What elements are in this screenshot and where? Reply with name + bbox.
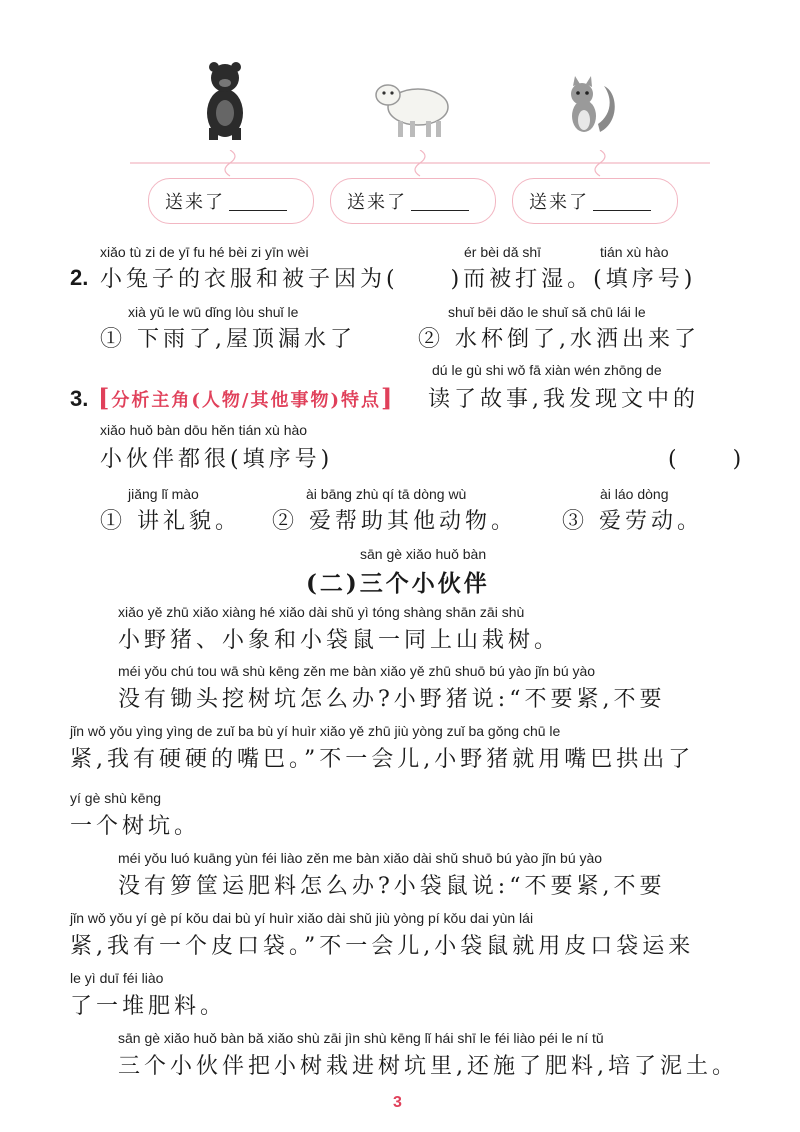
pill-label: 送来了 [529, 192, 589, 213]
answer-blank[interactable] [229, 192, 287, 211]
sheep-answer-pill [330, 178, 496, 224]
story-line-5-pinyin: méi yǒu luó kuāng yùn féi liào zěn me bàn xiǎo dài shǔ shuō bú yào jǐn bú yào [118, 850, 603, 866]
q2-option-2-pinyin: shuǐ bēi dǎo le shuǐ sǎ chū lái le [448, 304, 646, 320]
q3-answer-paren[interactable]: ( ) [668, 447, 746, 472]
q2-pinyin-b: ér bèi dǎ shī [464, 244, 542, 260]
story-line-3-pinyin: jǐn wǒ yǒu yìng yìng de zuǐ ba bù yí huìr xiǎo yě zhū jiù yòng zuǐ ba gǒng chū le [70, 723, 561, 739]
q2-pinyin-c: tián xù hào [600, 244, 669, 260]
q3-text-b: 小伙伴都很(填序号) [100, 447, 334, 472]
q3-text-a: 读了故事,我发现文中的 [428, 387, 699, 412]
pill-label: 送来了 [165, 192, 225, 213]
q3-option-3-pinyin: ài láo dòng [600, 486, 669, 502]
story-line-8-pinyin: sān gè xiǎo huǒ bàn bǎ xiǎo shù zāi jìn shù kēng lǐ hái shī le féi liào péi le ní tǔ [118, 1030, 604, 1046]
squirrel-picture [560, 72, 620, 142]
q3-pinyin-a: dú le gù shi wǒ fā xiàn wén zhōng de [432, 362, 662, 378]
q2-number: 2. [70, 265, 89, 290]
q3-option-2: ② 爱帮助其他动物。 [272, 509, 517, 534]
story-line-7: 了一堆肥料。 [70, 994, 227, 1019]
sheep-picture [370, 75, 454, 141]
q2-option-1-pinyin: xià yǔ le wū dǐng lòu shuǐ le [128, 304, 299, 320]
story-line-7-pinyin: le yì duī féi liào [70, 970, 164, 986]
pill-label: 送来了 [347, 192, 407, 213]
story-line-2: 没有锄头挖树坑怎么办?小野猪说:“不要紧,不要 [118, 687, 666, 712]
story-line-6: 紧,我有一个皮口袋。”不一会儿,小袋鼠就用皮口袋运来 [70, 934, 695, 959]
story-line-2-pinyin: méi yǒu chú tou wā shù kēng zěn me bàn xiǎo yě zhū shuō bú yào jǐn bú yào [118, 663, 596, 679]
story-line-4-pinyin: yí gè shù kēng [70, 790, 162, 806]
q3-skill-tag: [分析主角(人物/其他事物)特点] [98, 383, 395, 412]
story-line-4: 一个树坑。 [70, 814, 201, 839]
q2-text: 小兔子的衣服和被子因为( )而被打湿。(填序号) [100, 267, 697, 292]
story-line-1-pinyin: xiǎo yě zhū xiǎo xiàng hé xiǎo dài shǔ yì tóng shàng shān zāi shù [118, 604, 525, 620]
story-line-8: 三个小伙伴把小树栽进树坑里,还施了肥料,培了泥土。 [118, 1054, 738, 1079]
bear-picture [195, 58, 255, 140]
bear-answer-pill [148, 178, 314, 224]
story-line-6-pinyin: jǐn wǒ yǒu yí gè pí kǒu dai bù yí huìr xiǎo dài shǔ jiù yòng pí kǒu dai yùn lái [70, 910, 534, 926]
q3-option-2-pinyin: ài bāng zhù qí tā dòng wù [306, 486, 467, 502]
q3-option-1-pinyin: jiǎng lǐ mào [128, 486, 199, 502]
answer-blank[interactable] [593, 192, 651, 211]
page-number: 3 [393, 1094, 402, 1111]
q3-option-1: ① 讲礼貌。 [100, 509, 241, 534]
squirrel-answer-pill [512, 178, 678, 224]
story-line-5: 没有箩筐运肥料怎么办?小袋鼠说:“不要紧,不要 [118, 874, 666, 899]
story-title-pinyin: sān gè xiǎo huǒ bàn [360, 546, 487, 562]
q2-option-2: ② 水杯倒了,水洒出来了 [418, 327, 700, 352]
story-title: (二)三个小伙伴 [306, 570, 490, 597]
q3-pinyin-b: xiǎo huǒ bàn dōu hěn tián xù hào [100, 422, 308, 438]
q3-number: 3. [70, 386, 89, 411]
answer-blank[interactable] [411, 192, 469, 211]
q3-option-3: ③ 爱劳动。 [562, 509, 703, 534]
q2-option-1: ① 下雨了,屋顶漏水了 [100, 327, 356, 352]
story-line-1: 小野猪、小象和小袋鼠一同上山栽树。 [118, 628, 561, 653]
story-line-3: 紧,我有硬硬的嘴巴。”不一会儿,小野猪就用嘴巴拱出了 [70, 747, 695, 772]
q2-pinyin-a: xiǎo tù zi de yī fu hé bèi zi yīn wèi [100, 244, 309, 260]
